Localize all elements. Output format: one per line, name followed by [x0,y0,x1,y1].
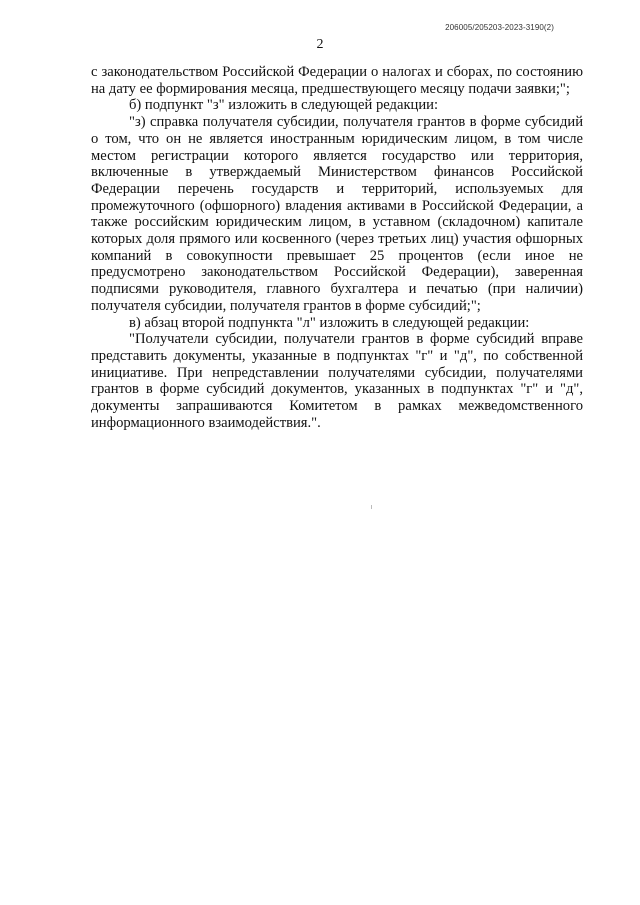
paragraph-continuation: с законодательством Российской Федерации о налогах и сборах, по состоянию на дату ее формирования месяца, предшествующего месяцу подачи заявки;"; [91,64,583,97]
document-body [91,64,583,431]
page-number: 2 [316,37,324,52]
document-code: 206005/205203-2023-3190(2) [445,23,554,32]
scan-artifact [371,505,372,509]
paragraph-subitem-l-text: "Получатели субсидии, получатели грантов в форме субсидий вправе представить документы, указанные в подпунктах "г" и "д", по собственной инициативе. При непредставлении получателями субсидии, получателями грантов в форме субсидий документов, указанных в подпунктах "г" и "д", документы запрашиваются Комитетом в рамках межведомственного информационного взаимодействия.". [91,331,583,431]
paragraph-subitem-b: б) подпункт "з" изложить в следующей редакции: [129,97,439,114]
paragraph-subitem-z-text: "з) справка получателя субсидии, получателя грантов в форме субсидий о том, что он не является иностранным юридическим лицом, в том числе местом регистрации которого является государство или территория, включенные в утверждаемый Министерством финансов Российской Федерации перечень государств и территорий, используемых для промежуточного (офшорного) владения активами в Российской Федерации, а также российским юридическим лицом, в уставном (складочном) капитале которых доля прямого или косвенного (через третьих лиц) участия офшорных компаний в совокупности превышает 25 процентов (если иное не предусмотрено законодательством Российской Федерации), заверенная подписями руководителя, главного бухгалтера и печатью (при наличии) получателя субсидии, получателя грантов в форме субсидий;"; [91,114,583,314]
paragraph-subitem-v: в) абзац второй подпункта "л" изложить в следующей редакции: [129,314,530,331]
